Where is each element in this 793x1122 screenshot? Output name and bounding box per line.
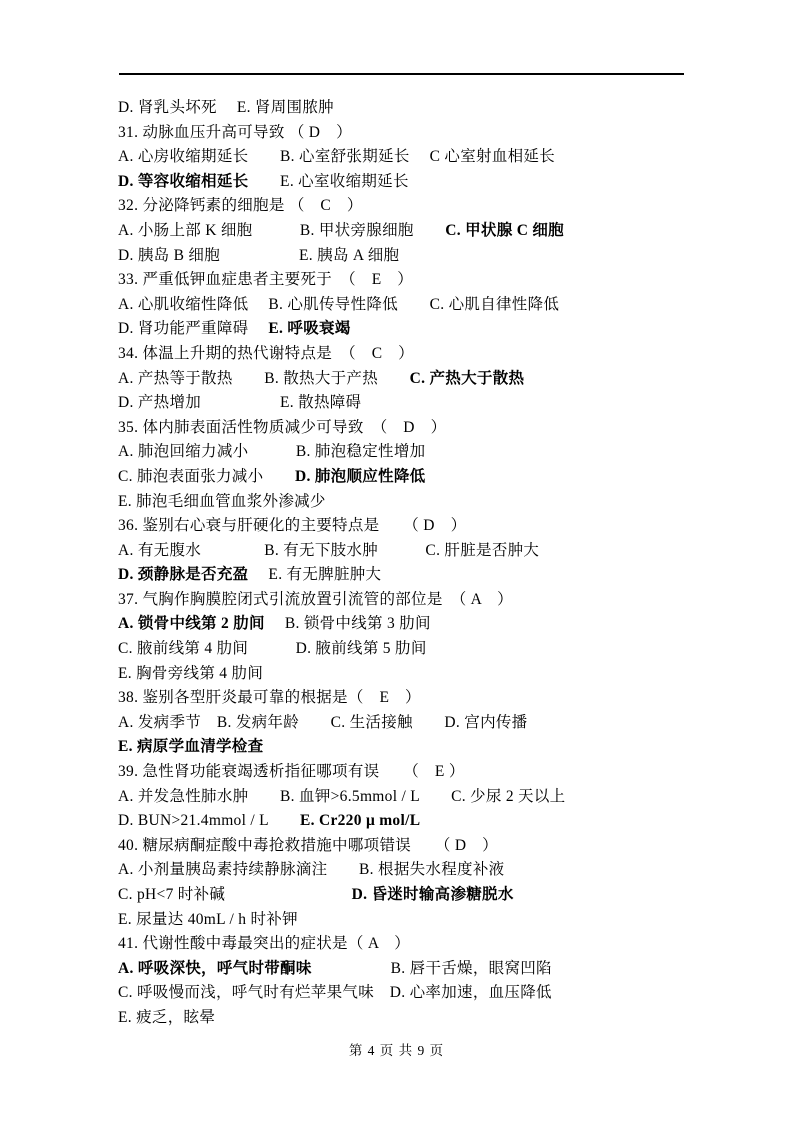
- text-line: [118, 883, 718, 908]
- text-line: [118, 735, 718, 760]
- correct-answer-segment: A. 呼吸深快，呼气时带酮味: [118, 959, 312, 977]
- text-segment: A. 有无腹水 B. 有无下肢水肿 C. 肝脏是否肿大: [118, 541, 540, 559]
- text-segment: B. 唇干舌燥，眼窝凹陷: [311, 959, 552, 977]
- text-segment: 36. 鉴别右心衰与肝硬化的主要特点是 （ D ）: [118, 517, 467, 535]
- text-segment: E. 胸骨旁线第 4 肋间: [118, 664, 264, 682]
- text-line: [118, 563, 718, 588]
- text-line: [118, 268, 718, 293]
- text-line: [118, 219, 718, 244]
- text-line: [118, 686, 718, 711]
- text-segment: A. 心肌收缩性降低 B. 心肌传导性降低 C. 心肌自律性降低: [118, 295, 560, 313]
- text-segment: D. 肾乳头坏死 E. 肾周围脓肿: [118, 99, 334, 116]
- text-segment: D. 胰岛 B 细胞 E. 胰岛 A 细胞: [118, 246, 400, 264]
- text-line: [118, 1006, 718, 1031]
- text-segment: D. BUN>21.4mmol / L: [118, 812, 300, 830]
- text-segment: C. pH<7 时补碱: [118, 886, 352, 903]
- text-line: [118, 932, 718, 957]
- document-body: [118, 96, 718, 1031]
- text-segment: 31. 动脉血压升高可导致 （ D ）: [118, 123, 352, 141]
- text-line: [118, 809, 718, 834]
- correct-answer-segment: C. 产热大于散热: [409, 369, 525, 387]
- text-segment: E. 肺泡毛细血管血浆外渗减少: [118, 492, 326, 510]
- text-segment: 34. 体温上升期的热代谢特点是 （ C ）: [118, 344, 414, 362]
- text-line: [118, 858, 718, 883]
- header-divider: [119, 73, 684, 75]
- text-line: [118, 293, 718, 318]
- text-segment: E. 有无脾脏肿大: [248, 566, 382, 584]
- text-line: [118, 637, 718, 662]
- correct-answer-segment: E. 病原学血清学检查: [118, 738, 264, 756]
- text-segment: 41. 代谢性酸中毒最突出的症状是（ A ）: [118, 935, 411, 953]
- text-segment: C. 呼吸慢而浅，呼气时有烂苹果气味 D. 心率加速，血压降低: [118, 984, 552, 1002]
- text-line: [118, 834, 718, 859]
- text-segment: 35. 体内肺表面活性物质减少可导致 （ D ）: [118, 418, 447, 436]
- text-segment: A. 心房收缩期延长 B. 心室舒张期延长 C 心室射血相延长: [118, 148, 556, 166]
- correct-answer-segment: E. Cr220 μ mol/L: [299, 812, 421, 830]
- text-line: [118, 367, 718, 392]
- text-line: [118, 539, 718, 564]
- text-line: [118, 416, 718, 441]
- correct-answer-segment: D. 等容收缩相延长: [118, 172, 249, 190]
- text-segment: 39. 急性肾功能衰竭透析指征哪项有误 （ E ）: [118, 763, 465, 781]
- text-line: [118, 711, 718, 736]
- text-line: [118, 957, 718, 982]
- correct-answer-segment: D. 颈静脉是否充盈: [118, 566, 249, 584]
- correct-answer-segment: C. 甲状腺 C 细胞: [445, 221, 564, 239]
- text-line: [118, 145, 718, 170]
- text-line: [118, 514, 718, 539]
- text-line: [118, 465, 718, 490]
- text-segment: E. 心室收缩期延长: [248, 172, 409, 190]
- text-line: [118, 342, 718, 367]
- text-segment: A. 产热等于散热 B. 散热大于产热: [118, 369, 410, 387]
- text-line: [118, 391, 718, 416]
- text-segment: B. 锁骨中线第 3 肋间: [264, 615, 431, 633]
- text-line: [118, 908, 718, 933]
- text-segment: A. 小剂量胰岛素持续静脉滴注 B. 根据失水程度补液: [118, 861, 505, 879]
- text-segment: A. 发病季节 B. 发病年龄 C. 生活接触 D. 宫内传播: [118, 713, 528, 731]
- text-segment: A. 并发急性肺水肿 B. 血钾>6.5mmol / L C. 少尿 2 天以上: [118, 787, 566, 805]
- correct-answer-segment: E. 呼吸衰竭: [268, 320, 351, 338]
- text-line: [118, 317, 718, 342]
- text-segment: E. 疲乏，眩晕: [118, 1008, 216, 1026]
- text-line: [118, 490, 718, 515]
- text-line: [118, 760, 718, 785]
- page-number: 第 4 页 共 9 页: [348, 1043, 445, 1058]
- text-line: [118, 121, 718, 146]
- correct-answer-segment: D. 昏迷时输高渗糖脱水: [351, 886, 514, 903]
- text-segment: 38. 鉴别各型肝炎最可靠的根据是（ E ）: [118, 689, 421, 707]
- text-line: [118, 588, 718, 613]
- text-line: [118, 981, 718, 1006]
- text-segment: 33. 严重低钾血症患者主要死于 （ E ）: [118, 271, 414, 289]
- correct-answer-segment: A. 锁骨中线第 2 肋间: [118, 615, 265, 633]
- text-line: [118, 170, 718, 195]
- text-line: [118, 785, 718, 810]
- text-line: [118, 612, 718, 637]
- text-segment: D. 肾功能严重障碍: [118, 320, 269, 338]
- text-segment: A. 小肠上部 K 细胞 B. 甲状旁腺细胞: [118, 221, 446, 239]
- text-line: [118, 194, 718, 219]
- text-segment: E. 尿量达 40mL / h 时补钾: [118, 910, 298, 928]
- text-line: [118, 662, 718, 687]
- text-segment: 40. 糖尿病酮症酸中毒抢救措施中哪项错误 （ D ）: [118, 836, 498, 854]
- text-segment: 32. 分泌降钙素的细胞是 （ C ）: [118, 197, 363, 215]
- correct-answer-segment: D. 肺泡顺应性降低: [295, 467, 426, 485]
- text-segment: 37. 气胸作胸膜腔闭式引流放置引流管的部位是 （ A ）: [118, 590, 513, 608]
- text-line: [118, 96, 718, 121]
- text-line: [118, 440, 718, 465]
- text-segment: A. 肺泡回缩力减小 B. 肺泡稳定性增加: [118, 443, 426, 461]
- text-segment: C. 肺泡表面张力减小: [118, 467, 295, 485]
- text-segment: D. 产热增加 E. 散热障碍: [118, 394, 362, 412]
- text-line: [118, 244, 718, 269]
- text-segment: C. 腋前线第 4 肋间 D. 腋前线第 5 肋间: [118, 640, 427, 658]
